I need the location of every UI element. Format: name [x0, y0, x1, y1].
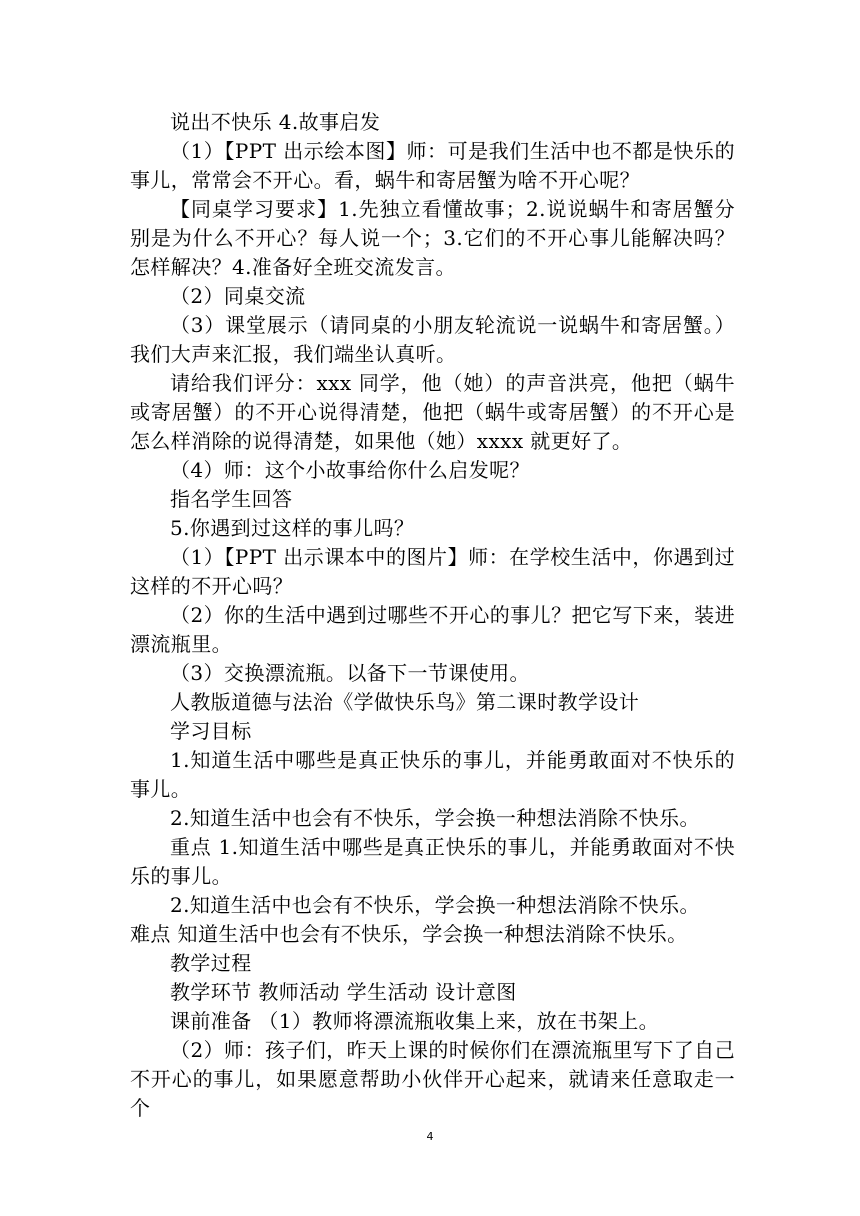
paragraph: 1.知道生活中哪些是真正快乐的事儿，并能勇敢面对不快乐的事儿。 [130, 748, 735, 801]
heading: 学习目标 [170, 719, 252, 743]
paragraph: 难点 知道生活中也会有不快乐，学会换一种想法消除不快乐。 [130, 922, 688, 946]
paragraph: （3）交换漂流瓶。以备下一节课使用。 [170, 661, 530, 685]
paragraph: （4）师：这个小故事给你什么启发呢？ [170, 458, 530, 482]
paragraph: 指名学生回答 [170, 487, 293, 511]
paragraph: 课前准备 （1）教师将漂流瓶收集上来，放在书架上。 [170, 1009, 660, 1033]
paragraph: （2）同桌交流 [170, 284, 306, 308]
paragraph: 5.你遇到过这样的事儿吗？ [170, 516, 415, 540]
paragraph: 说出不快乐 4.故事启发 [170, 110, 381, 134]
paragraph: 【同桌学习要求】1.先独立看懂故事；2.说说蜗牛和寄居蟹分别是为什么不开心？每人说一个；3.它们的不开心事儿能解决吗？怎样解决？4.准备好全班交流发言。 [130, 197, 735, 279]
page-number: 4 [426, 1130, 434, 1143]
paragraph: （2）你的生活中遇到过哪些不开心的事儿？把它写下来，装进漂流瓶里。 [130, 603, 735, 656]
paragraph: （3）课堂展示（请同桌的小朋友轮流说一说蜗牛和寄居蟹。）我们大声来汇报，我们端坐认真听。 [130, 313, 735, 366]
paragraph: 2.知道生活中也会有不快乐，学会换一种想法消除不快乐。 [170, 893, 700, 917]
paragraph: 教学环节 教师活动 学生活动 设计意图 [170, 980, 517, 1004]
paragraph: （1）【PPT 出示课本中的图片】师：在学校生活中，你遇到过这样的不开心吗？ [130, 545, 735, 598]
paragraph: 请给我们评分：xxx 同学，他（她）的声音洪亮，他把（蜗牛或寄居蟹）的不开心说得清楚，他把（蜗牛或寄居蟹）的不开心是怎么样消除的说得清楚，如果他（她）xxxx 就更好了。 [130, 371, 735, 453]
document-body [130, 108, 735, 1123]
paragraph: （2）师：孩子们，昨天上课的时候你们在漂流瓶里写下了自己不开心的事儿，如果愿意帮助小伙伴开心起来，就请来任意取走一个 [130, 1038, 735, 1120]
paragraph: （1）【PPT 出示绘本图】师：可是我们生活中也不都是快乐的事儿，常常会不开心。看，蜗牛和寄居蟹为啥不开心呢？ [130, 139, 735, 192]
heading: 教学过程 [170, 951, 252, 975]
paragraph: 2.知道生活中也会有不快乐，学会换一种想法消除不快乐。 [170, 806, 700, 830]
section-title: 人教版道德与法治《学做快乐鸟》第二课时教学设计 [170, 690, 640, 714]
paragraph: 重点 1.知道生活中哪些是真正快乐的事儿，并能勇敢面对不快乐的事儿。 [130, 835, 735, 888]
